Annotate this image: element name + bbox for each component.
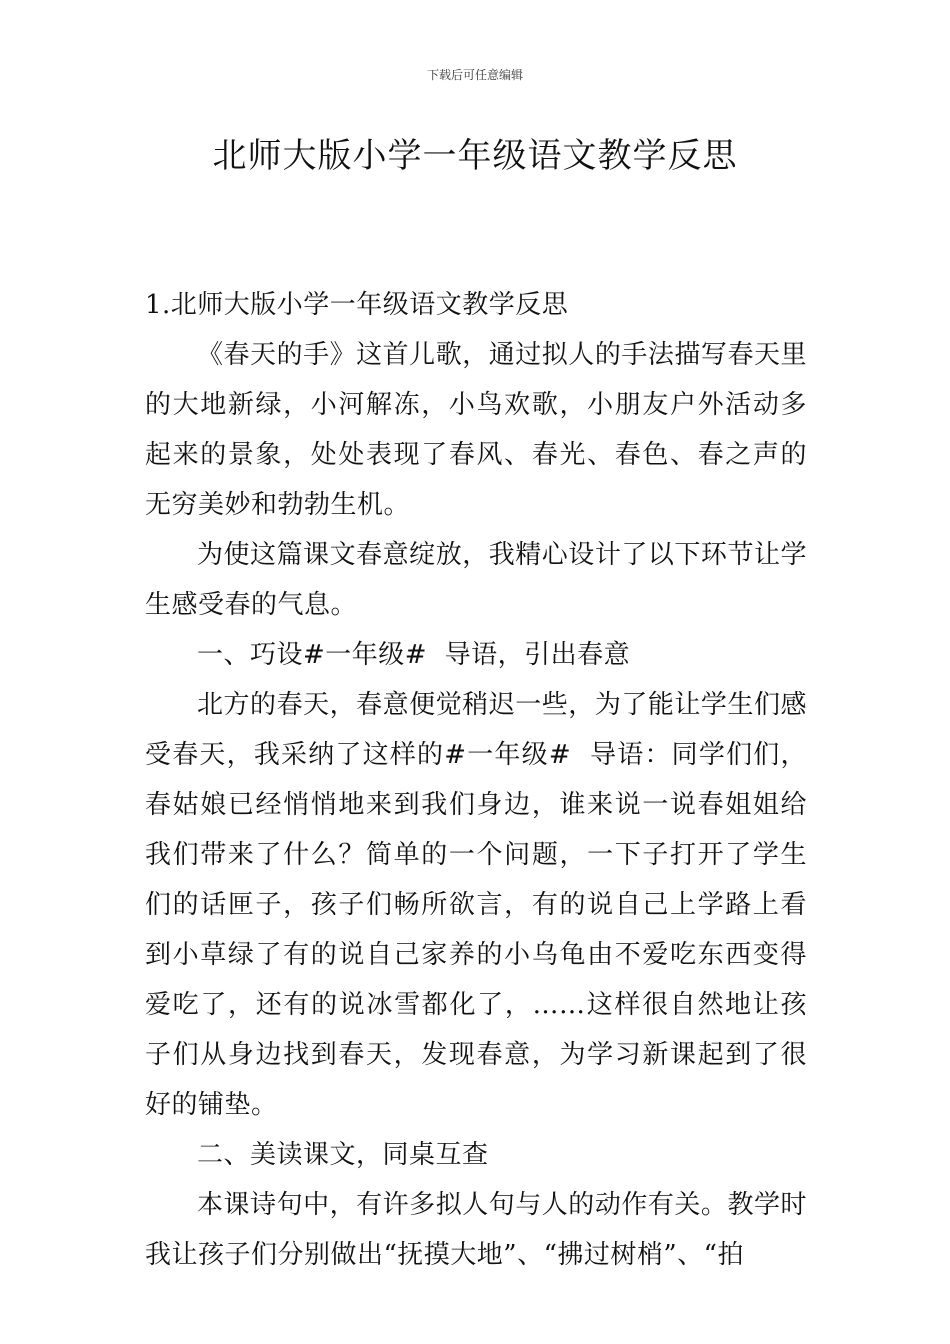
paragraph-intro: 《春天的手》这首儿歌，通过拟人的手法描写春天里的大地新绿，小河解冻，小鸟欢歌，小朋友户外活动多起来的景象，处处表现了春风、春光、春色、春之声的无穷美妙和勃勃生机。 (145, 340, 807, 520)
section-title: 1.北师大版小学一年级语文教学反思 (145, 290, 569, 320)
document-title: 北师大版小学一年级语文教学反思 (212, 136, 738, 176)
paragraph-design: 为使这篇课文春意绽放，我精心设计了以下环节让学生感受春的气息。 (145, 540, 807, 620)
page-header-note: 下载后可任意编辑 (426, 68, 523, 82)
paragraph-intro-guide: 北方的春天，春意便觉稍迟一些，为了能让学生们感受春天，我采纳了这样的#一年级# 导语：同学们们，春姑娘已经悄悄地来到我们身边，谁来说一说春姐姐给我们带来了什么？简单的一个问题，一下子打开了学生们的话匣子，孩子们畅所欲言，有的说自己上学路上看到小草绿了有的说自己家养的小乌龟由不爱吃东西变得爱吃了，还有的说冰雪都化了，……这样很自然地让孩子们从身边找到春天，发现春意，为学习新课起到了很好的铺垫。 (145, 690, 807, 1120)
section-heading-one: 一、巧设#一年级# 导语，引出春意 (197, 640, 631, 670)
section-heading-two: 二、美读课文，同桌互查 (197, 1140, 489, 1170)
paragraph-reading: 本课诗句中，有许多拟人句与人的动作有关。教学时我让孩子们分别做出“抚摸大地”、“拂过树梢”、“拍 (145, 1190, 807, 1270)
document-body (145, 280, 807, 1280)
